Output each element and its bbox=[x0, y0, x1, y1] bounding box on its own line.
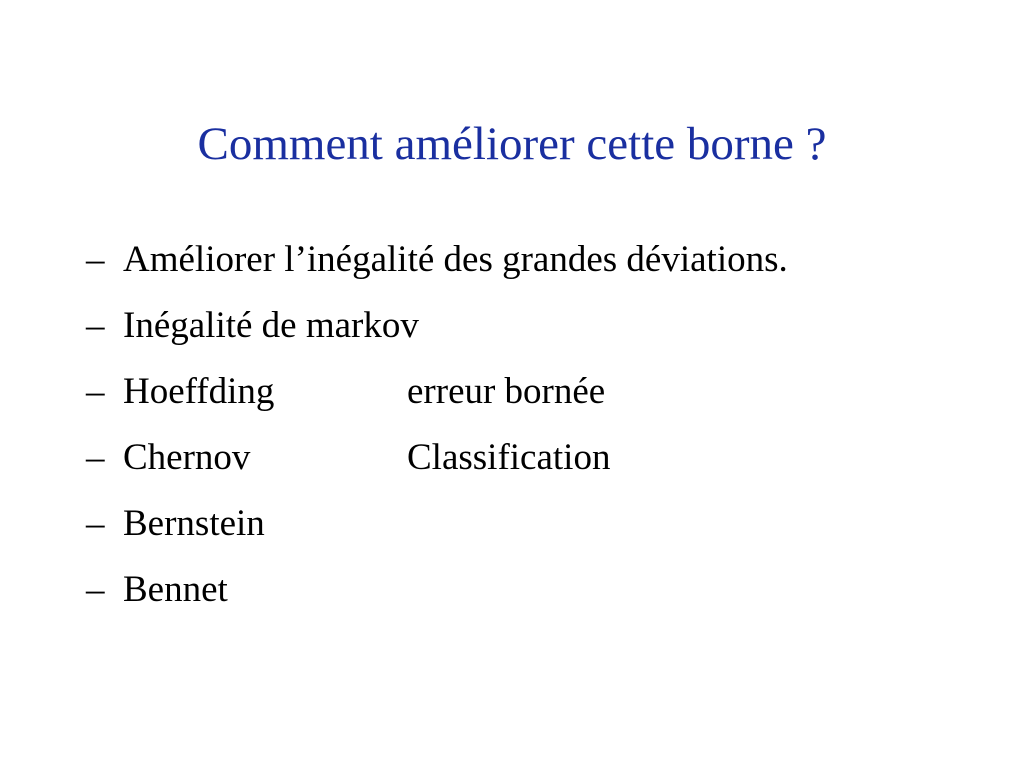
bullet-dash: – bbox=[86, 371, 105, 412]
bullet-note: Classification bbox=[407, 437, 611, 478]
list-item bbox=[86, 430, 788, 496]
bullet-text: Bennet bbox=[123, 569, 228, 610]
bullet-dash: – bbox=[86, 239, 105, 280]
bullet-dash: – bbox=[86, 305, 105, 346]
bullet-list bbox=[86, 232, 788, 628]
bullet-text: Inégalité de markov bbox=[123, 305, 419, 346]
bullet-text: Améliorer l’inégalité des grandes déviations. bbox=[123, 239, 788, 280]
list-item bbox=[86, 562, 788, 628]
list-item bbox=[86, 496, 788, 562]
bullet-dash: – bbox=[86, 503, 105, 544]
bullet-text: Chernov bbox=[123, 437, 251, 478]
bullet-text: Bernstein bbox=[123, 503, 265, 544]
bullet-dash: – bbox=[86, 569, 105, 610]
list-item bbox=[86, 298, 788, 364]
list-item bbox=[86, 364, 788, 430]
list-item bbox=[86, 232, 788, 298]
bullet-text: Hoeffding bbox=[123, 371, 275, 412]
bullet-dash: – bbox=[86, 437, 105, 478]
bullet-note: erreur bornée bbox=[407, 371, 606, 412]
slide-title: Comment améliorer cette borne ? bbox=[197, 118, 827, 170]
